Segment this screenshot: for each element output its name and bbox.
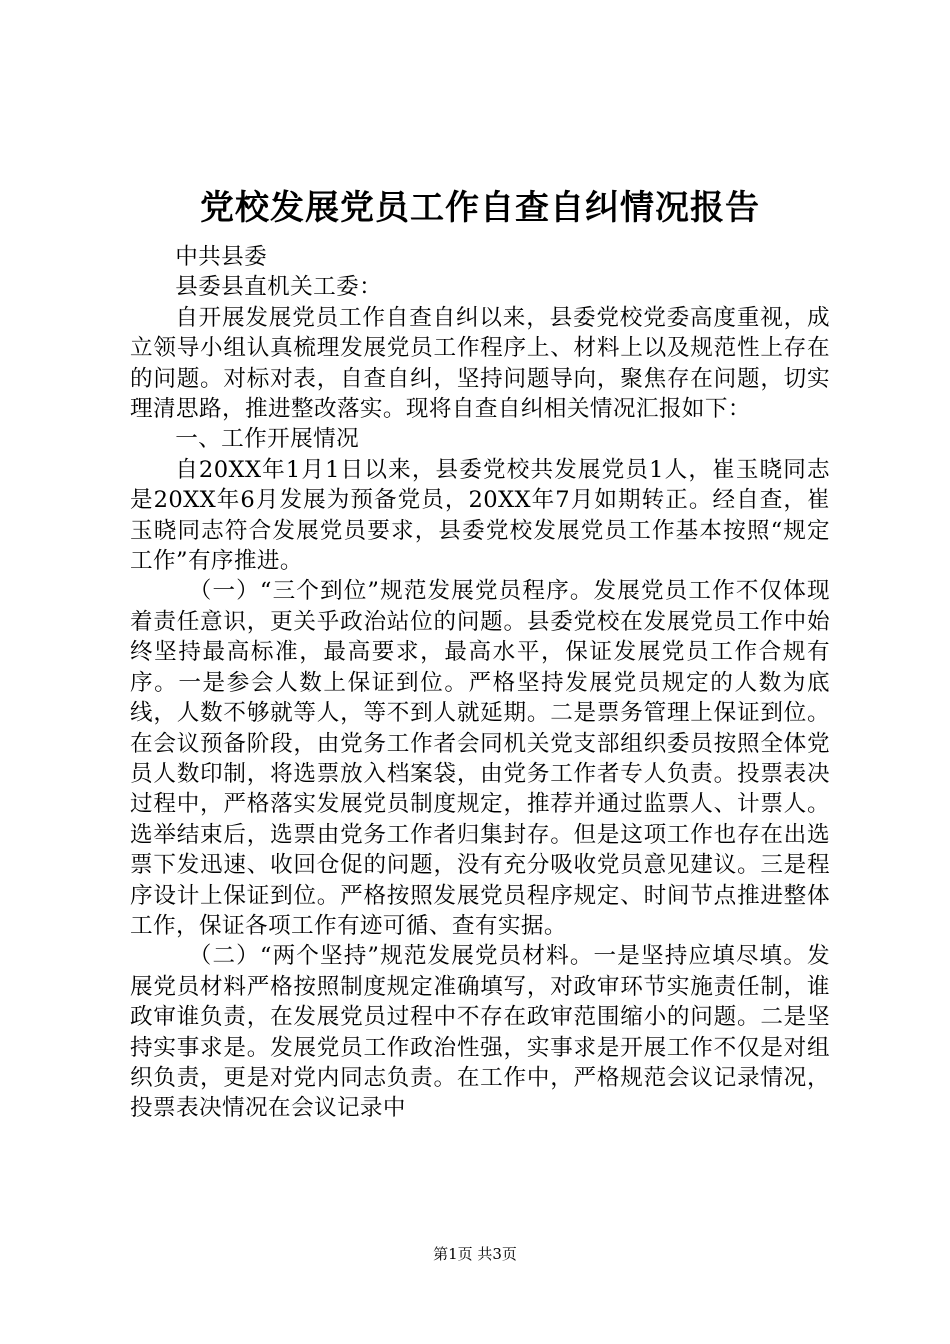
recipient-line: 中共县委	[175, 244, 268, 270]
page-number: 第1页 共3页	[433, 1245, 517, 1263]
intro-paragraph: 自开展发展党员工作自查自纠以来，县委党校党委高度重视，成立领导小组认真梳理发展党员工作程序上、材料上以及规范性上存在的问题。对标对表，自查自纠，坚持问题导向，聚焦存在问题，切实理清思路，推进整改落实。现将自查自纠相关情况汇报如下：	[130, 304, 830, 423]
body-paragraph: 自20XX年1月1日以来，县委党校共发展党员1人，崔玉晓同志是20XX年6月发展为预备党员，20XX年7月如期转正。经自查，崔玉晓同志符合发展党员要求，县委党校发展党员工作基本按照“规定工作”有序推进。	[130, 456, 830, 575]
document-page	[130, 180, 830, 1124]
body-paragraph: （一）“三个到位”规范发展党员程序。发展党员工作不仅体现着责任意识，更关乎政治站位的问题。县委党校在发展党员工作中始终坚持最高标准，最高要求，最高水平，保证发展党员工作合规有序。一是参会人数上保证到位。严格坚持发展党员规定的人数为底线，人数不够就等人，等不到人就延期。二是票务管理上保证到位。在会议预备阶段，由党务工作者会同机关党支部组织委员按照全体党员人数印制，将选票放入档案袋，由党务工作者专人负责。投票表决过程中，严格落实发展党员制度规定，推荐并通过监票人、计票人。选举结束后，选票由党务工作者归集封存。但是这项工作也存在出选票下发迅速、收回仓促的问题，没有充分吸收党员意见建议。三是程序设计上保证到位。严格按照发展党员程序规定、时间节点推进整体工作，保证各项工作有迹可循、查有实据。	[130, 578, 830, 939]
addressee-line: 县委县直机关工委：	[175, 274, 383, 301]
document-title: 党校发展党员工作自查自纠情况报告	[200, 188, 760, 228]
body-paragraph: （二）“两个坚持”规范发展党员材料。一是坚持应填尽填。发展党员材料严格按照制度规定准确填写，对政审环节实施责任制，谁政审谁负责，在发展党员过程中不存在政审范围缩小的问题。二是坚持实事求是。发展党员工作政治性强，实事求是开展工作不仅是对组织负责，更是对党内同志负责。在工作中，严格规范会议记录情况，投票表决情况在会议记录中	[130, 943, 830, 1122]
section-heading: 一、工作开展情况	[175, 426, 360, 453]
document-body	[130, 242, 830, 1124]
